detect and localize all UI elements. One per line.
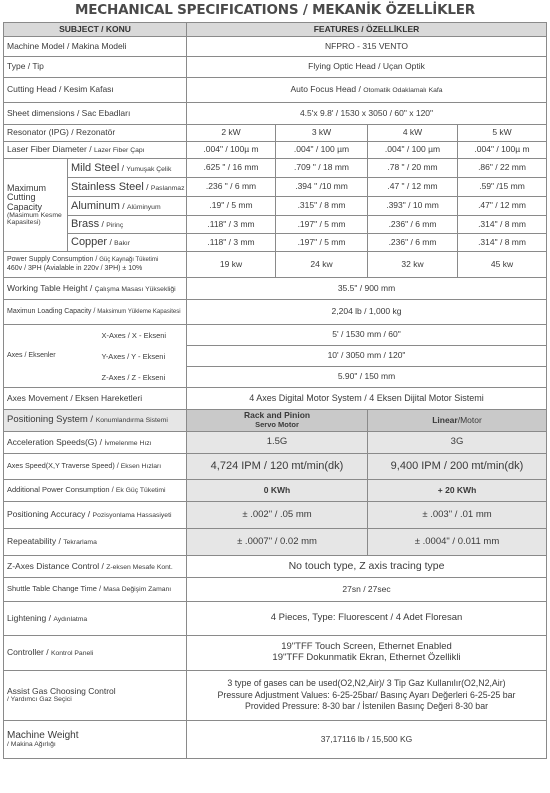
cutting-value: .78 " / 20 mm <box>368 159 458 178</box>
acceleration-rack: 1.5G <box>187 432 368 454</box>
axis-value: 5' / 1530 mm / 60" <box>187 325 547 346</box>
max-cutting-label: Maximum Cutting Capacity (Masimum Kesme Kapasitesi) <box>4 159 68 252</box>
row-acceleration <box>4 432 547 454</box>
row-axes-speed <box>4 454 547 480</box>
row-assist-gas <box>4 671 547 721</box>
lightening-value: 4 Pieces, Type: Fluorescent / 4 Adet Floresan <box>187 602 547 636</box>
sheet-dimensions-value: 4.5'x 9.8' / 1530 x 3050 / 60" x 120" <box>187 103 547 125</box>
cutting-value: .118" / 3 mm <box>187 234 276 252</box>
row-lightening <box>4 602 547 636</box>
row-sheet-dimensions <box>4 103 547 125</box>
fiber-diameter-value: .004" / 100µ m <box>187 142 276 159</box>
axes-speed-label: Axes Speed(X,Y Traverse Speed) / Eksen Hızları <box>4 454 187 480</box>
page-title: MECHANICAL SPECIFICATIONS / MEKANİK ÖZELLİKLER <box>75 2 475 18</box>
type-value: Flying Optic Head / Uçan Optik <box>187 57 547 78</box>
power-supply-label: Power Supply Consumption / Güç Kaynağı Tüketimi 460v / 3PH (Avialable in 220v / 3PH) ± 10% <box>4 252 187 278</box>
cutting-value: .236" / 6 mm <box>368 234 458 252</box>
row-aluminum <box>4 197 547 216</box>
row-resonator <box>4 125 547 142</box>
table-height-label: Working Table Height / Çalışma Masası Yüksekliği <box>4 278 187 300</box>
additional-power-label: Additional Power Consumption / Ek Güç Tüketimi <box>4 480 187 502</box>
controller-label: Controller / Kontrol Paneli <box>4 636 187 671</box>
specifications-table <box>3 22 547 759</box>
cutting-value: .86" / 22 mm <box>458 159 547 178</box>
power-supply-value: 32 kw <box>368 252 458 278</box>
machine-model-label: Machine Model / Makina Modeli <box>4 37 187 57</box>
positioning-accuracy-linear: ± .003" / .01 mm <box>368 502 547 529</box>
cutting-head-label: Cutting Head / Kesim Kafası <box>4 78 187 103</box>
axis-sub-label: X-Axes / X - Ekseni <box>101 330 167 340</box>
material-label: Stainless Steel / Paslanmaz <box>68 178 187 197</box>
positioning-accuracy-rack: ± .002" / .05 mm <box>187 502 368 529</box>
row-machine-model <box>4 37 547 57</box>
cutting-value: .625 " / 16 mm <box>187 159 276 178</box>
cutting-value: .47 " / 12 mm <box>368 178 458 197</box>
axes-movement-value: 4 Axes Digital Motor System / 4 Eksen Dijital Motor Sistemi <box>187 388 547 410</box>
power-supply-value: 19 kw <box>187 252 276 278</box>
row-power-supply <box>4 252 547 278</box>
cutting-value: .59" /15 mm <box>458 178 547 197</box>
header-features: FEATURES / ÖZELLİKLER <box>187 23 547 37</box>
cutting-value: .197" / 5 mm <box>276 216 368 234</box>
loading-capacity-label: Maximun Loading Capacity / Maksimum Yükleme Kapasitesi <box>4 300 187 325</box>
fiber-diameter-label: Laser Fiber Diameter / Lazer Fiber Çapı <box>4 142 187 159</box>
row-table-height <box>4 278 547 300</box>
material-label: Aluminum / Alüminyum <box>68 197 187 216</box>
row-loading-capacity <box>4 300 547 325</box>
axes-speed-linear: 9,400 IPM / 200 mt/min(dk) <box>368 454 547 480</box>
row-machine-weight <box>4 721 547 759</box>
acceleration-label: Acceleration Speeds(G) / İvmelenme Hızı <box>4 432 187 454</box>
row-axis-x <box>4 325 547 346</box>
row-repeatability <box>4 529 547 556</box>
additional-power-linear: + 20 KWh <box>368 480 547 502</box>
row-copper <box>4 234 547 252</box>
cutting-value: .315" / 8 mm <box>276 197 368 216</box>
resonator-value: 3 kW <box>276 125 368 142</box>
type-label: Type / Tip <box>4 57 187 78</box>
row-additional-power <box>4 480 547 502</box>
table-height-value: 35.5" / 900 mm <box>187 278 547 300</box>
material-label: Copper / Bakır <box>68 234 187 252</box>
row-mild-steel <box>4 159 547 178</box>
repeatability-rack: ± .0007" / 0.02 mm <box>187 529 368 556</box>
cutting-value: .236" / 6 mm <box>368 216 458 234</box>
table-header-row <box>4 23 547 37</box>
cutting-value: .314" / 8 mm <box>458 216 547 234</box>
additional-power-rack: 0 KWh <box>187 480 368 502</box>
fiber-diameter-value: .004" / 100µ m <box>458 142 547 159</box>
row-brass <box>4 216 547 234</box>
machine-model-value: NFPRO - 315 VENTO <box>187 37 547 57</box>
row-stainless-steel <box>4 178 547 197</box>
fiber-diameter-value: .004" / 100 µm <box>368 142 458 159</box>
row-fiber-diameter <box>4 142 547 159</box>
cutting-value: .236 " / 6 mm <box>187 178 276 197</box>
repeatability-linear: ± .0004" / 0.011 mm <box>368 529 547 556</box>
resonator-value: 5 kW <box>458 125 547 142</box>
material-label: Brass / Pirinç <box>68 216 187 234</box>
row-positioning-system <box>4 410 547 432</box>
axis-value: 5.90" / 150 mm <box>187 367 547 388</box>
acceleration-linear: 3G <box>368 432 547 454</box>
row-type <box>4 57 547 78</box>
cutting-value: .47" / 12 mm <box>458 197 547 216</box>
cutting-value: .394 " /10 mm <box>276 178 368 197</box>
row-shuttle <box>4 578 547 602</box>
axes-label: Axes / Eksenler <box>7 351 56 359</box>
shuttle-value: 27sn / 27sec <box>187 578 547 602</box>
machine-weight-value: 37,17116 lb / 15,500 KG <box>187 721 547 759</box>
power-supply-value: 45 kw <box>458 252 547 278</box>
assist-gas-label: Assist Gas Choosing Control / Yardımcı Gaz Seçici <box>4 671 187 721</box>
cutting-value: .118" / 3 mm <box>187 216 276 234</box>
cutting-value: .709 " / 18 mm <box>276 159 368 178</box>
power-supply-value: 24 kw <box>276 252 368 278</box>
row-cutting-head <box>4 78 547 103</box>
axis-value: 10' / 3050 mm / 120" <box>187 346 547 367</box>
cutting-value: .197" / 5 mm <box>276 234 368 252</box>
axis-sub-label: Y-Axes / Y - Ekseni <box>101 351 166 361</box>
positioning-system-label: Positioning System / Konumlandırma Sistemi <box>4 410 187 432</box>
row-axes-movement <box>4 388 547 410</box>
resonator-label: Resonator (IPG) / Rezonatör <box>4 125 187 142</box>
z-distance-label: Z-Axes Distance Control / Z-eksen Mesafe Kont. <box>4 556 187 578</box>
assist-gas-value: 3 type of gases can be used(O2,N2,Air)/ 3 Tip Gaz Kullanılır(O2,N2,Air) Pressure Adjustment Values: 6-25-25bar/ Basınç Ayarı Değerleri 6-25-25 bar Provided Pressure: 8-30 bar / İstenilen Basınç Değeri 8-30 bar <box>187 671 547 721</box>
resonator-value: 4 kW <box>368 125 458 142</box>
rack-and-pinion-header: Rack and Pinion Servo Motor <box>187 410 368 432</box>
cutting-value: .314" / 8 mm <box>458 234 547 252</box>
machine-weight-label: Machine Weight / Makina Ağırlığı <box>4 721 187 759</box>
linear-motor-header: Linear/Motor <box>368 410 547 432</box>
z-distance-value: No touch type, Z axis tracing type <box>187 556 547 578</box>
material-label: Mild Steel / Yumuşak Çelik <box>68 159 187 178</box>
cutting-value: .19" / 5 mm <box>187 197 276 216</box>
controller-value: 19"TFF Touch Screen, Ethernet Enabled 19"TFF Dokunmatik Ekran, Ethernet Özellikli <box>187 636 547 671</box>
resonator-value: 2 kW <box>187 125 276 142</box>
row-positioning-accuracy <box>4 502 547 529</box>
header-subject: SUBJECT / KONU <box>4 23 187 37</box>
axes-movement-label: Axes Movement / Eksen Hareketleri <box>4 388 187 410</box>
cutting-head-value: Auto Focus Head / Otomatik Odaklamalı Kafa <box>187 78 547 103</box>
fiber-diameter-value: .004" / 100 µm <box>276 142 368 159</box>
axis-sub-label: Z-Axes / Z - Ekseni <box>101 372 166 382</box>
shuttle-label: Shuttle Table Change Time / Masa Değişim Zamanı <box>4 578 187 602</box>
loading-capacity-value: 2,204 lb / 1,000 kg <box>187 300 547 325</box>
axes-speed-rack: 4,724 IPM / 120 mt/min(dk) <box>187 454 368 480</box>
sheet-dimensions-label: Sheet dimensions / Sac Ebadları <box>4 103 187 125</box>
cutting-value: .393" / 10 mm <box>368 197 458 216</box>
row-z-distance <box>4 556 547 578</box>
repeatability-label: Repeatability / Tekrarlama <box>4 529 187 556</box>
row-controller <box>4 636 547 671</box>
lightening-label: Lightening / Aydınlatma <box>4 602 187 636</box>
positioning-accuracy-label: Positioning Accuracy / Pozisyonlama Hassasiyeti <box>4 502 187 529</box>
